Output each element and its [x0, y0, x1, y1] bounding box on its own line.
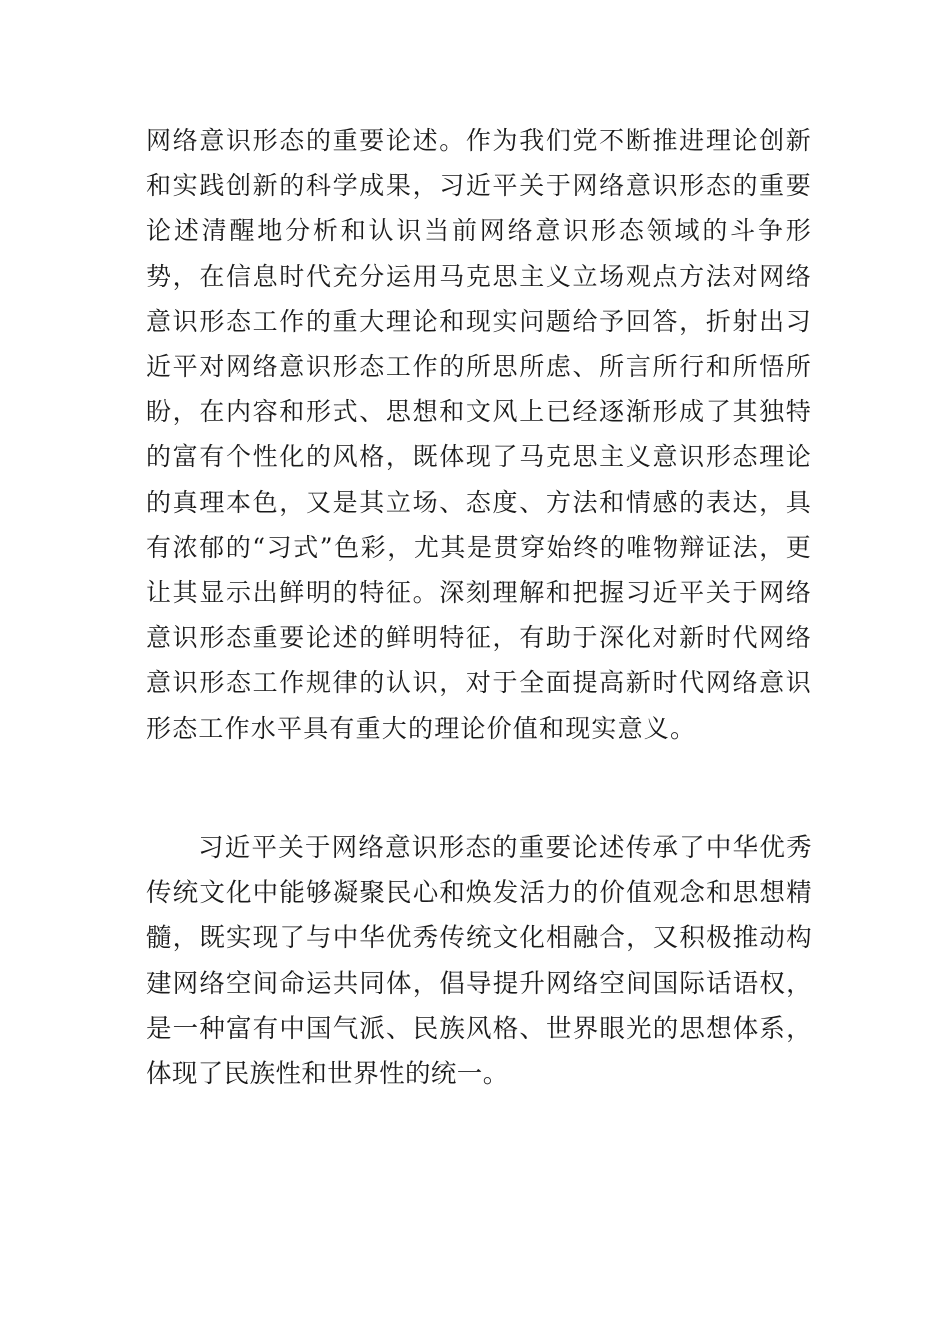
body-paragraph-1: 网络意识形态的重要论述。作为我们党不断推进理论创新和实践创新的科学成果，习近平关于网络意识形态的重要论述清醒地分析和认识当前网络意识形态领域的斗争形势，在信息时代充分运用马克思主义立场观点方法对网络意识形态工作的重大理论和现实问题给予回答，折射出习近平对网络意识形态工作的所思所虑、所言所行和所悟所盼，在内容和形式、思想和文风上已经逐渐形成了其独特的富有个性化的风格，既体现了马克思主义意识形态理论的真理本色，又是其立场、态度、方法和情感的表达，具有浓郁的“习式”色彩，尤其是贯穿始终的唯物辩证法，更让其显示出鲜明的特征。深刻理解和把握习近平关于网络意识形态重要论述的鲜明特征，有助于深化对新时代网络意识形态工作规律的认识，对于全面提高新时代网络意识形态工作水平具有重大的理论价值和现实意义。 [146, 126, 812, 743]
body-paragraph-2: 习近平关于网络意识形态的重要论述传承了中华优秀传统文化中能够凝聚民心和焕发活力的价值观念和思想精髓，既实现了与中华优秀传统文化相融合，又积极推动构建网络空间命运共同体，倡导提升网络空间国际话语权，是一种富有中国气派、民族风格、世界眼光的思想体系，体现了民族性和世界性的统一。 [146, 833, 812, 1090]
